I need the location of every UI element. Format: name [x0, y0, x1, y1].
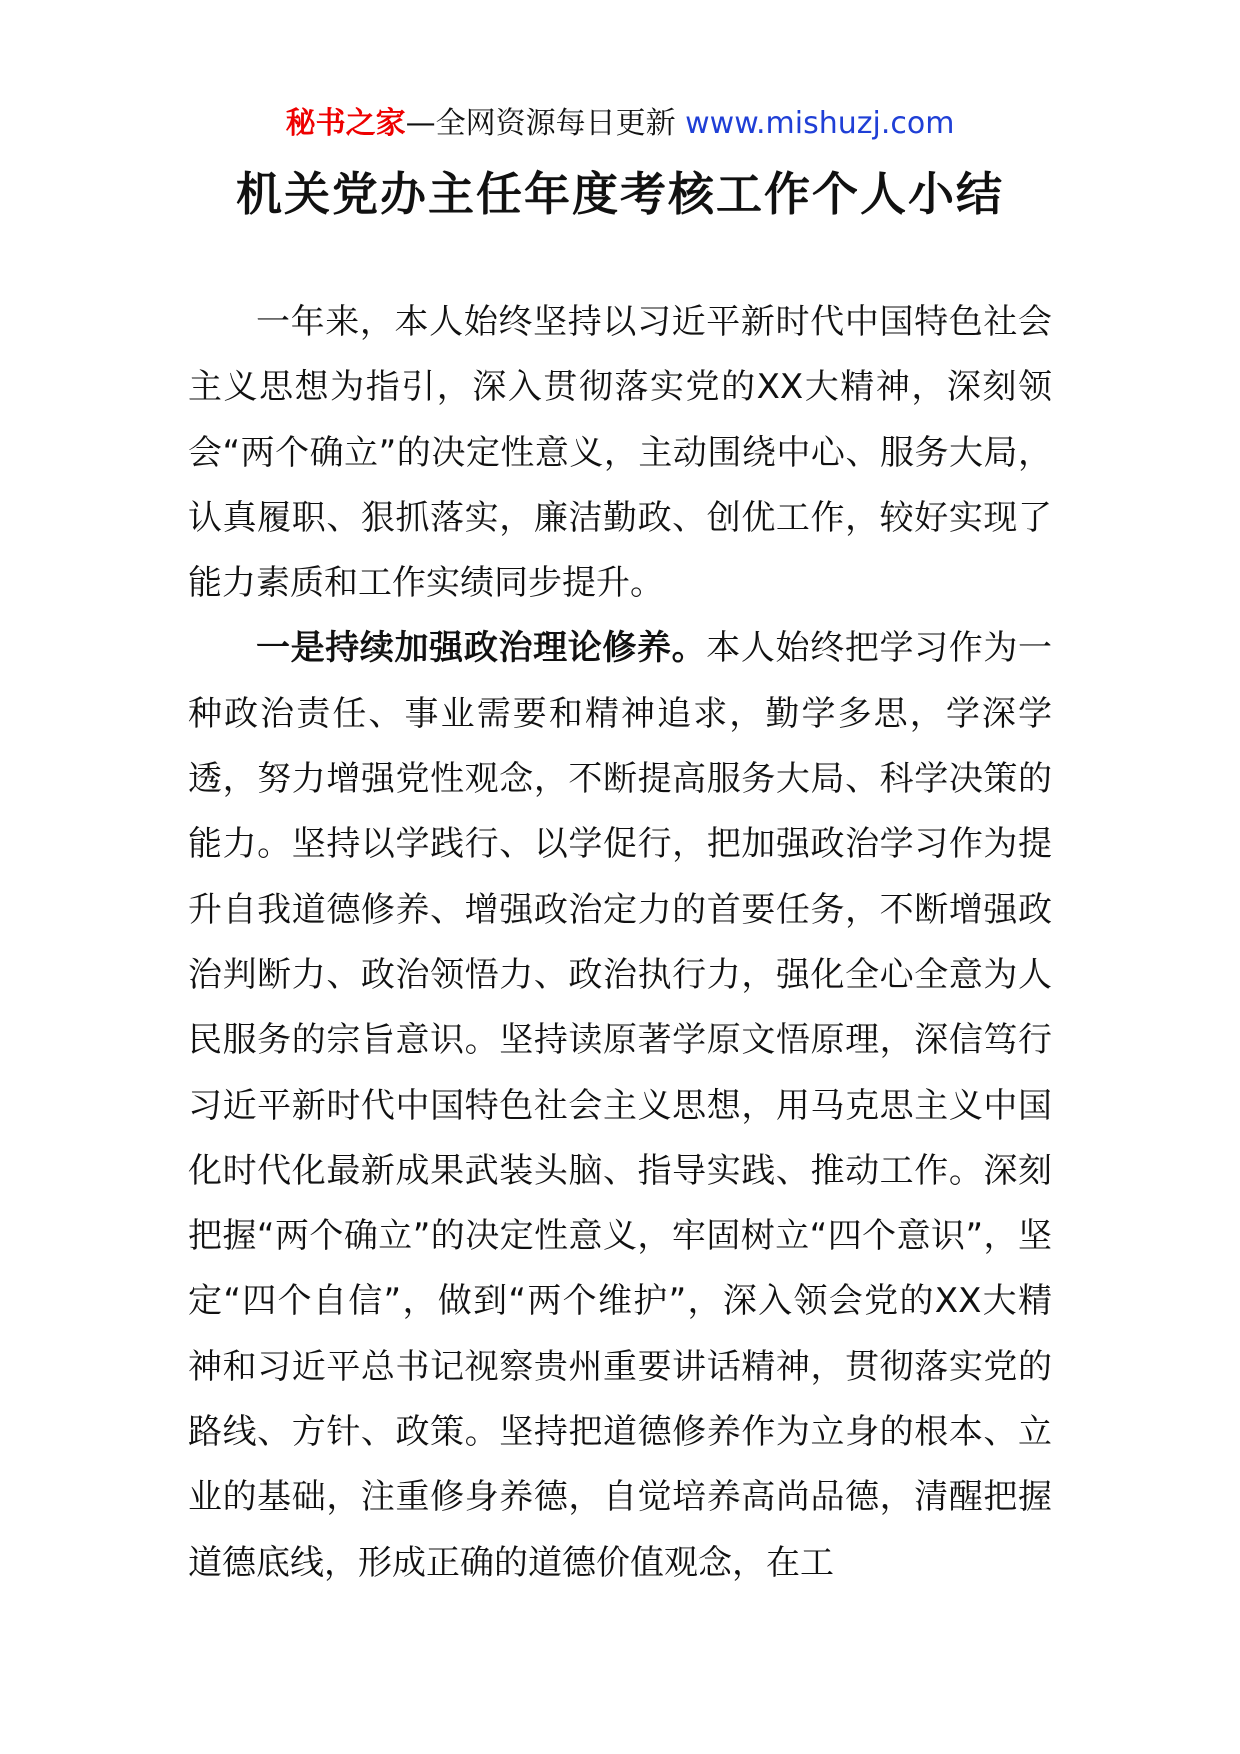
site-url-link[interactable]: www.mishuzj.com [685, 106, 955, 141]
site-tagline: —全网资源每日更新 [405, 106, 686, 141]
paragraph-intro [188, 290, 1052, 616]
paragraph-section-one-text: 本人始终把学习作为一种政治责任、事业需要和精神追求，勤学多思，学深学透，努力增强党性观念，不断提高服务大局、科学决策的能力。坚持以学践行、以学促行，把加强政治学习作为提升自我道德修养、增强政治定力的首要任务，不断增强政治判断力、政治领悟力、政治执行力，强化全心全意为人民服务的宗旨意识。坚持读原著学原文悟原理，深信笃行习近平新时代中国特色社会主义思想，用马克思主义中国化时代化最新成果武装头脑、指导实践、推动工作。深刻把握“两个确立”的决定性意义，牢固树立“四个意识”，坚定“四个自信”，做到“两个维护”，深入领会党的XX大精神和习近平总书记视察贵州重要讲话精神，贯彻落实党的路线、方针、政策。坚持把道德修养作为立身的根本、立业的基础，注重修身养德，自觉培养高尚品德，清醒把握道德底线，形成正确的道德价值观念，在工 [188, 628, 1053, 1583]
paragraph-intro-text: 一年来，本人始终坚持以习近平新时代中国特色社会主义思想为指引，深入贯彻落实党的XX大精神，深刻领会“两个确立”的决定性意义，主动围绕中心、服务大局，认真履职、狠抓落实，廉洁勤政、创优工作，较好实现了能力素质和工作实绩同步提升。 [188, 302, 1052, 604]
site-header [0, 104, 1240, 144]
document-body [188, 290, 1052, 1596]
document-title: 机关党办主任年度考核工作个人小结 [236, 167, 1004, 221]
site-name: 秘书之家 [285, 106, 406, 141]
paragraph-section-one [188, 616, 1052, 1595]
section-one-heading: 一是持续加强政治理论修养。 [256, 628, 707, 669]
